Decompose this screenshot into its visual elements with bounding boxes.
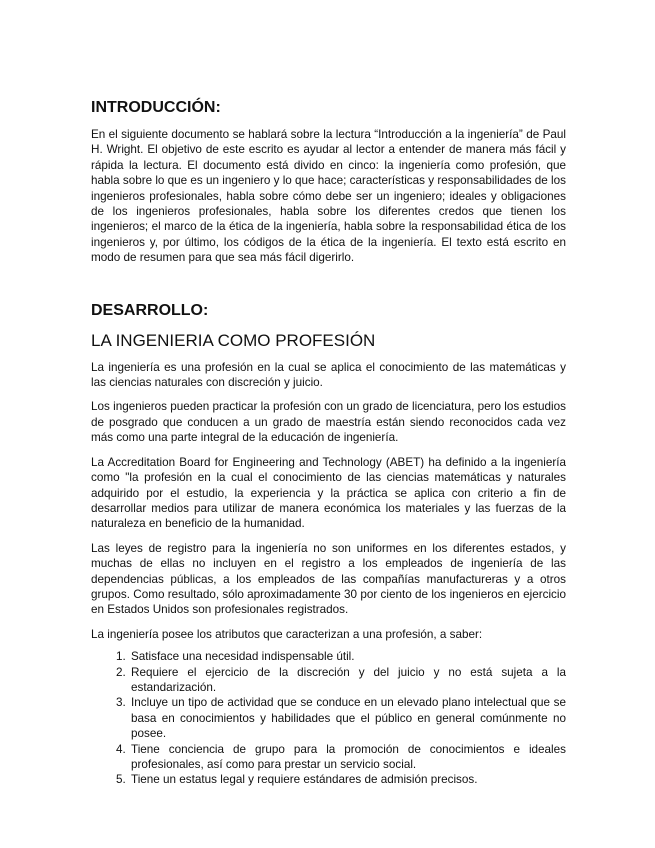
list-item: 1. Satisface una necesidad indispensable útil. [129,649,566,664]
paragraph: Los ingenieros pueden practicar la profesión con un grado de licenciatura, pero los estudios de posgrado que conducen a un grado de maestría están siendo reconocidos cada vez más como una parte integral de la educación de ingeniería. [91,400,566,445]
section-subheading: LA INGENIERIA COMO PROFESIÓN [91,330,376,350]
attributes-list [91,649,566,788]
paragraph: La Accreditation Board for Engineering and Technology (ABET) ha definido a la ingeniería como "la profesión en la cual el conocimiento de las ciencias matemáticas y naturales adquirido por el estudio, la experiencia y la práctica se aplica con criterio a fin de desarrollar medios para utilizar de manera económica los materiales y las fuerzas de la naturaleza en beneficio de la humanidad. [91,455,566,531]
paragraph: Las leyes de registro para la ingeniería no son uniformes en los diferentes estados, y muchas de ellas no incluyen en el registro a los empleados de ingeniería de las dependencias públicas, a los empleados de las compañías manufactureras y a otros grupos. Como resultado, sólo aproximadamente 30 por ciento de los ingenieros en ejercicio en Estados Unidos son profesionales registrados. [91,541,566,617]
list-item: 4. Tiene conciencia de grupo para la promoción de conocimientos e ideales profesionales, así como para prestar un servicio social. [129,742,566,773]
intro-paragraph: En el siguiente documento se hablará sobre la lectura “Introducción a la ingeniería” de Paul H. Wright. El objetivo de este escrito es ayudar al lector a entender de manera más fácil y rápida la lectura. El documento está divido en cinco: la ingeniería como profesión, que habla sobre lo que es un ingeniero y lo que hace; características y responsabilidades de los ingenieros profesionales, habla sobre cómo debe ser un ingeniero; ideales y obligaciones de los ingenieros profesionales, habla sobre los diferentes credos que tienen los ingenieros; el marco de la ética de la ingeniería, habla sobre la responsabilidad ética de los ingenieros y, por último, los códigos de la ética de la ingeniería. El texto está escrito en modo de resumen para que sea más fácil digerirlo. [91,128,566,265]
paragraph: La ingeniería es una profesión en la cual se aplica el conocimiento de las matemáticas y las ciencias naturales con discreción y juicio. [91,360,566,390]
development-heading: DESARROLLO: [91,301,209,319]
paragraph: La ingeniería posee los atributos que caracterizan a una profesión, a saber: [91,627,483,641]
intro-heading: INTRODUCCIÓN: [91,99,221,116]
list-item: 3. Incluye un tipo de actividad que se conduce en un elevado plano intelectual que se basa en conocimientos y habilidades que el público en general comúnmente no posee. [129,695,566,741]
list-item: 2. Requiere el ejercicio de la discreción y del juicio y no está sujeta a la estandarización. [129,665,566,696]
list-item: 5. Tiene un estatus legal y requiere estándares de admisión precisos. [129,772,566,787]
document-page [91,98,566,788]
